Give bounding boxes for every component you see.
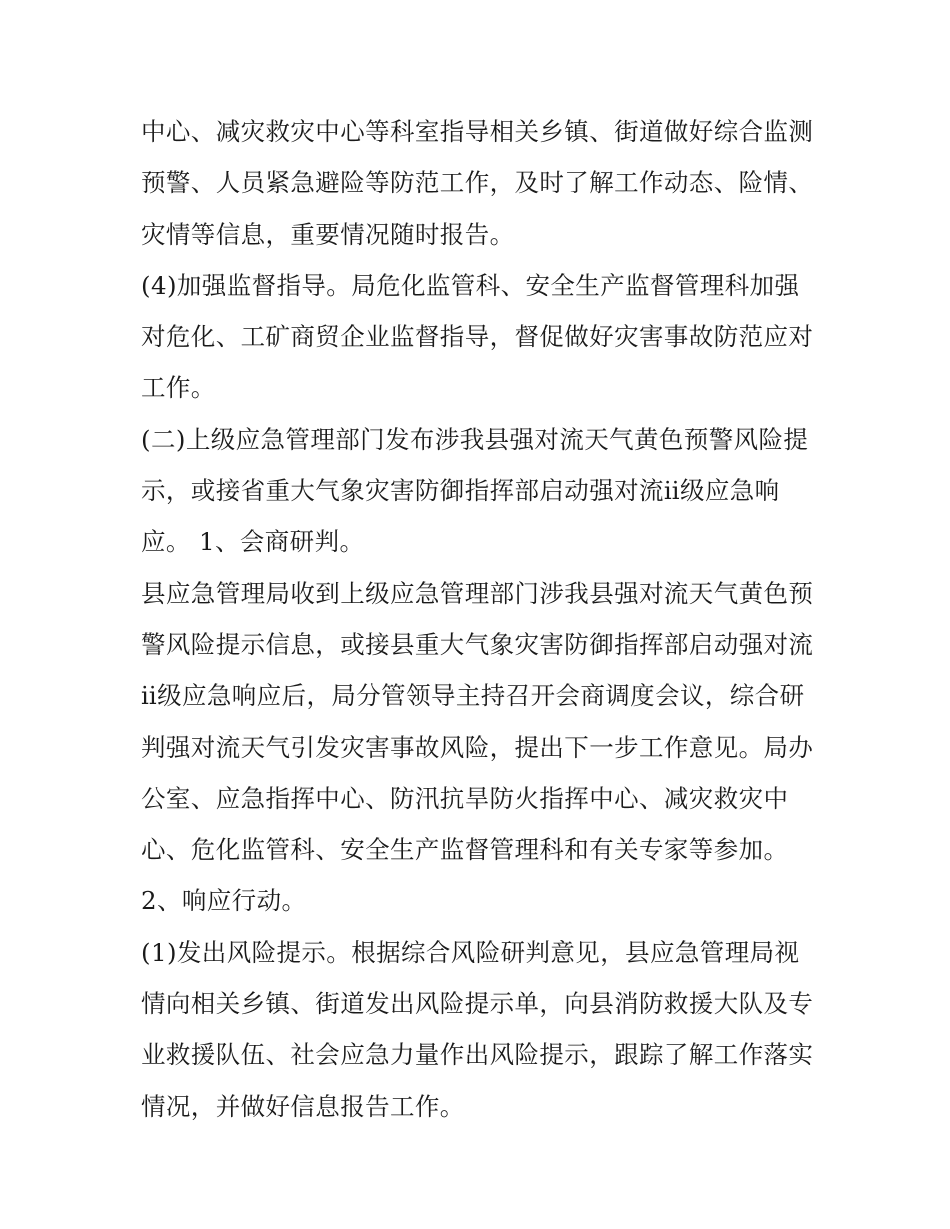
document-body <box>141 106 821 1132</box>
text-line: 警风险提示信息，或接县重大气象灾害防御指挥部启动强对流 <box>141 629 814 659</box>
text-line: 判强对流天气引发灾害事故风险，提出下一步工作意见。局办 <box>141 732 814 762</box>
text-line: 预警、人员紧急避险等防范工作，及时了解工作动态、险情、 <box>141 168 814 198</box>
text-line: 2、响应行动。 <box>141 886 307 916</box>
text-line: 心、危化监管科、安全生产监督管理科和有关专家等参加。 <box>141 835 789 865</box>
text-line: 公室、应急指挥中心、防汛抗旱防火指挥中心、减灾救灾中 <box>141 783 789 813</box>
text-line: 工作。 <box>141 373 216 403</box>
text-line: (4)加强监督指导。局危化监管科、安全生产监督管理科加强 <box>141 270 800 300</box>
text-line: 县应急管理局收到上级应急管理部门涉我县强对流天气黄色预 <box>141 578 814 608</box>
text-line: 情况，并做好信息报告工作。 <box>141 1091 465 1121</box>
text-line: 情向相关乡镇、街道发出风险提示单，向县消防救援大队及专 <box>141 989 814 1019</box>
text-line: ⅱ级应急响应后，局分管领导主持召开会商调度会议，综合研 <box>141 681 805 711</box>
text-line: 对危化、工矿商贸企业监督指导，督促做好灾害事故防范应对 <box>141 322 814 352</box>
text-line: 业救援队伍、社会应急力量作出风险提示，跟踪了解工作落实 <box>141 1040 814 1070</box>
text-line: (1)发出风险提示。根据综合风险研判意见，县应急管理局视 <box>141 937 800 967</box>
text-line: (二)上级应急管理部门发布涉我县强对流天气黄色预警风险提 <box>141 424 809 454</box>
text-line: 中心、减灾救灾中心等科室指导相关乡镇、街道做好综合监测 <box>141 117 814 146</box>
text-line: 应。 1、会商研判。 <box>141 527 365 557</box>
text-line: 灾情等信息，重要情况随时报告。 <box>141 219 515 249</box>
text-line: 示，或接省重大气象灾害防御指挥部启动强对流ⅱ级应急响 <box>141 476 780 506</box>
